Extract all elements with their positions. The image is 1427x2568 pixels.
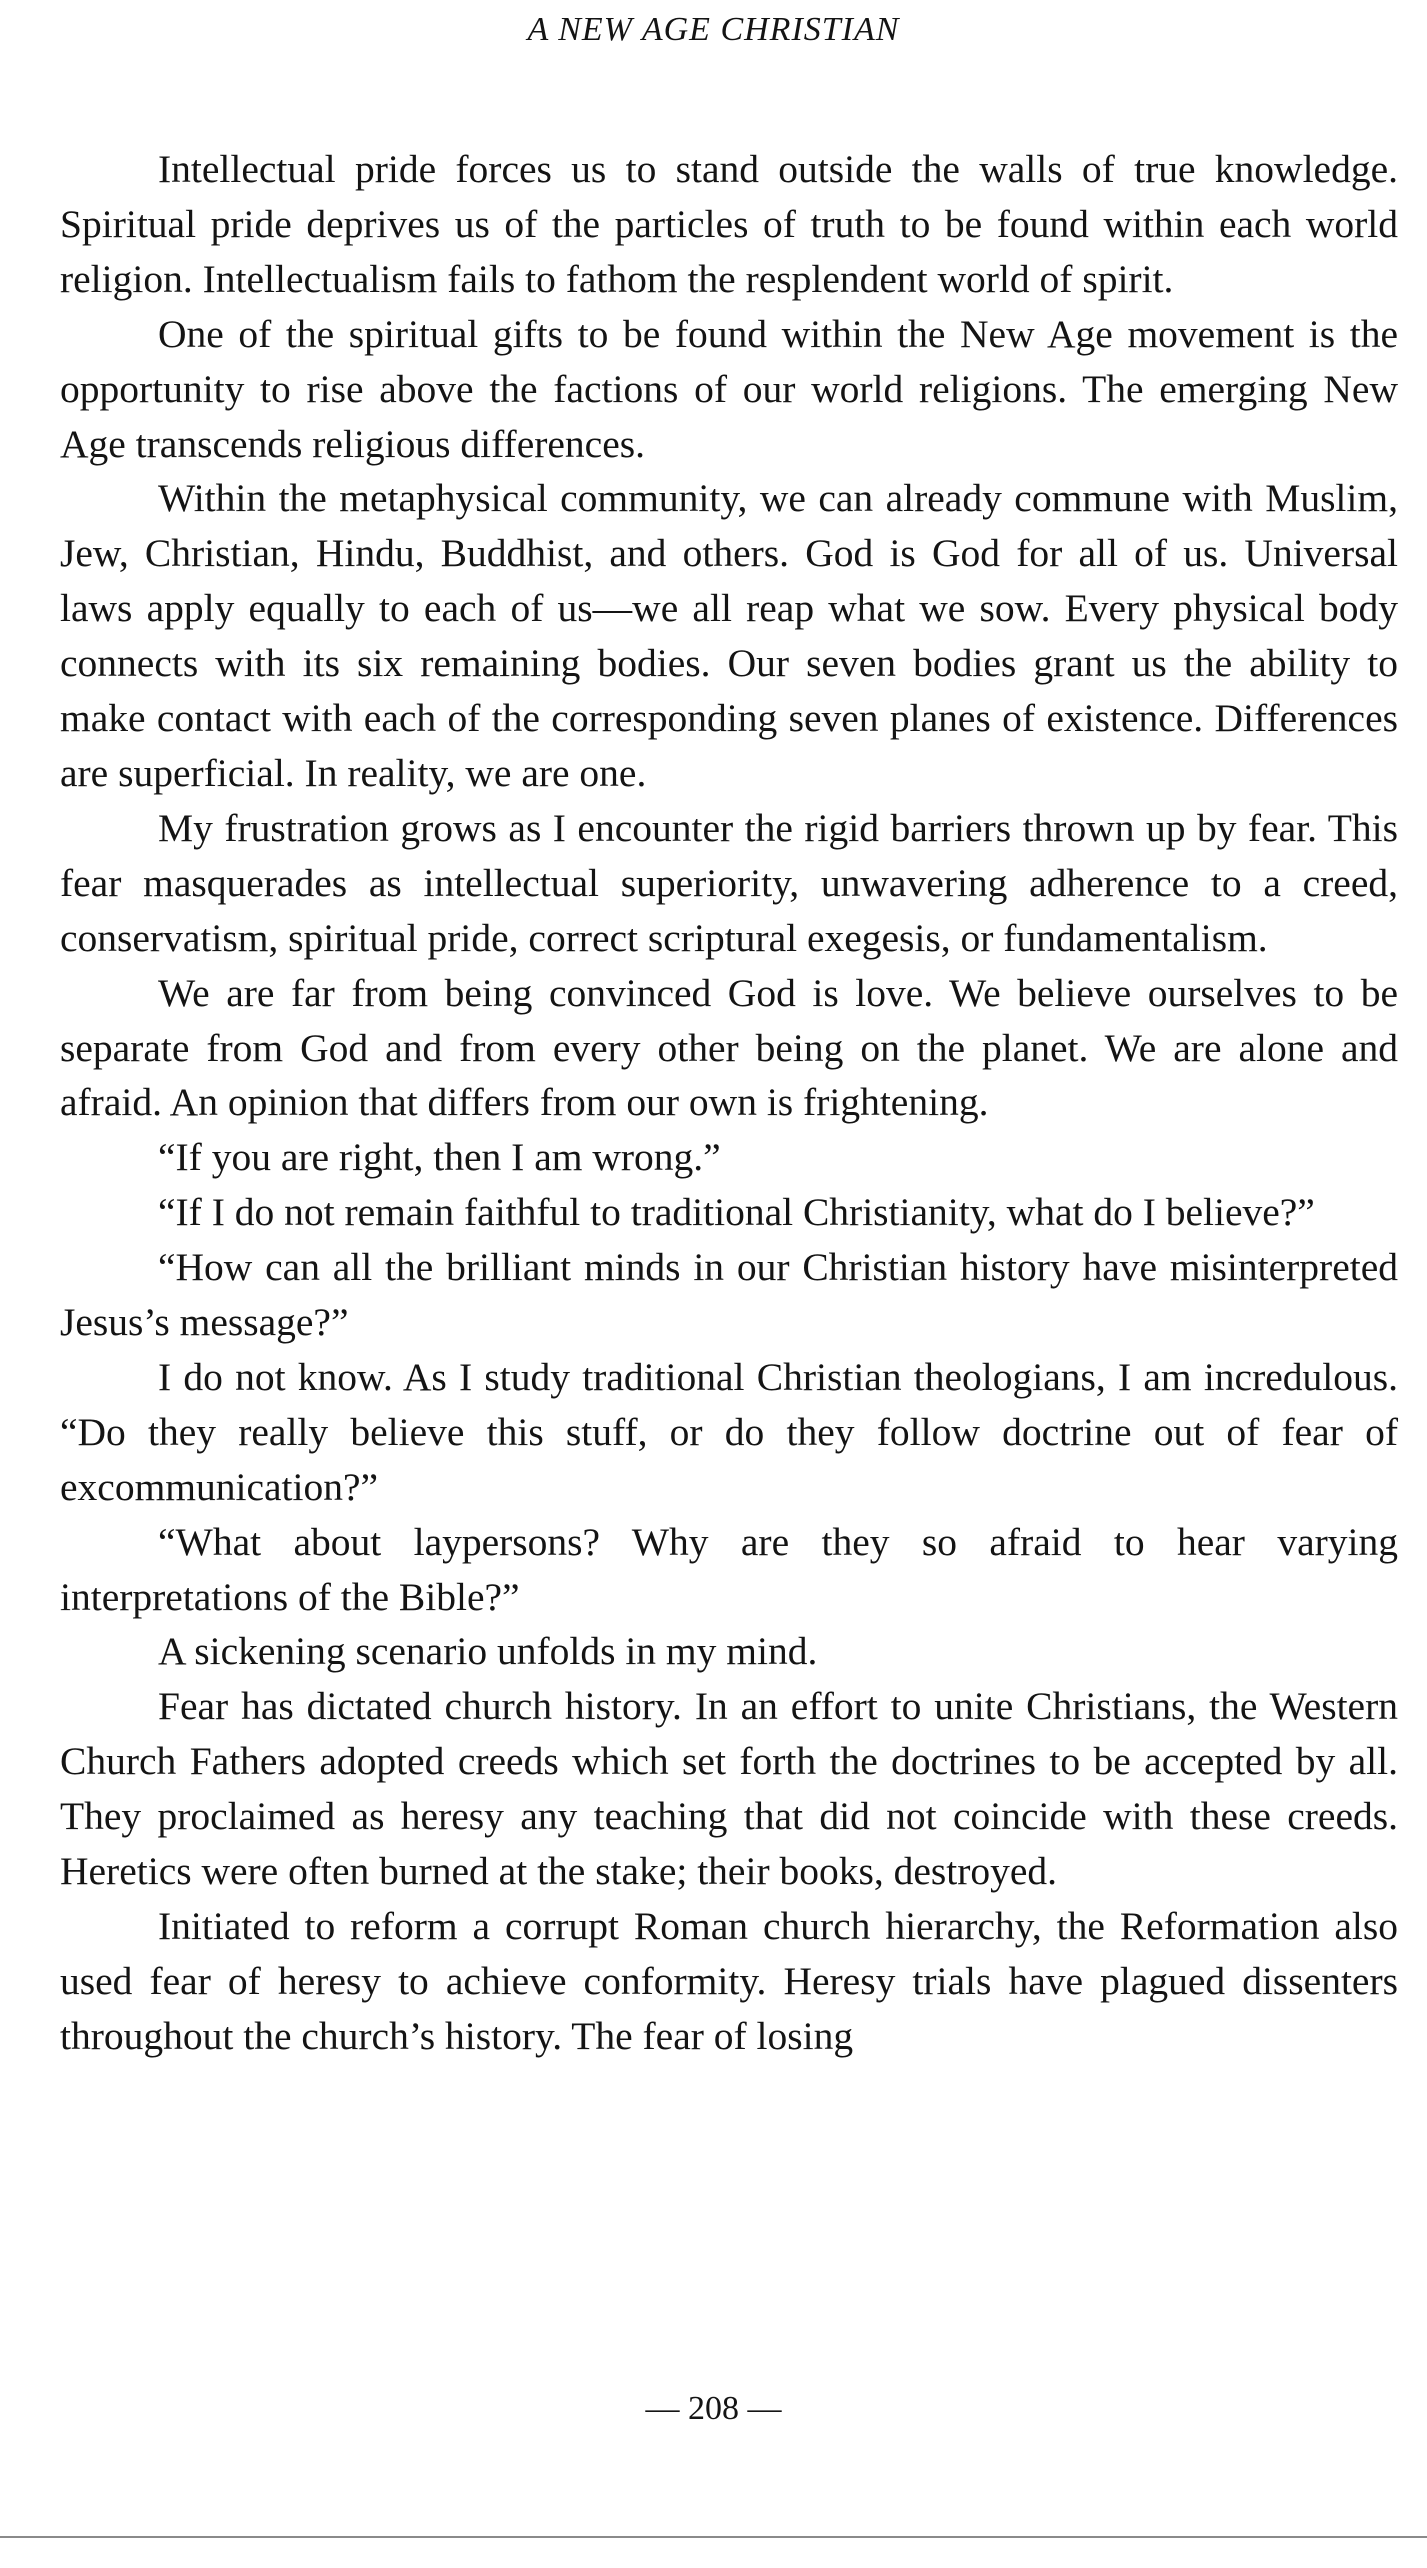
page-number: — 208 — bbox=[645, 2390, 782, 2427]
paragraph-last: Initiated to reform a corrupt Roman church hierarchy, the Reformation also used fear of heresy to achieve conformity. Heresy trials have plagued dissenters throughout the church’s history. The fear of losing bbox=[60, 1904, 1398, 2058]
paragraph: My frustration grows as I encounter the rigid barriers thrown up by fear. This fear masquerades as intellectual superiority, unwavering adherence to a creed, conservatism, spiritual pride, correct scriptural exegesis, or fundamentalism. bbox=[60, 805, 1398, 960]
paragraph: Fear has dictated church history. In an effort to unite Christians, the Western Church Fathers adopted creeds which set forth the doctrines to be accepted by all. They proclaimed as heresy any teaching that did not coincide with these creeds. Heretics were often burned at the stake; their books, destroyed. bbox=[60, 1684, 1398, 1894]
running-head: A NEW AGE CHRISTIAN bbox=[527, 11, 900, 48]
paragraph: We are far from being convinced God is love. We believe ourselves to be separate from God and from every other being on the planet. We are alone and afraid. An opinion that differs from our own is frightening. bbox=[60, 970, 1398, 1125]
paragraph: “If you are right, then I am wrong.” bbox=[158, 1135, 721, 1180]
bottom-rule bbox=[0, 2536, 1427, 2538]
paragraph: “If I do not remain faithful to traditional Christianity, what do I believe?” bbox=[158, 1190, 1315, 1235]
paragraph: Within the metaphysical community, we can already commune with Muslim, Jew, Christian, Hindu, Buddhist, and others. God is God for all of us. Universal laws apply equally to each of us—we all reap what we sow. Every physical body connects with its six remaining bodies. Our seven bodies grant us the ability to make contact with each of the corresponding seven planes of existence. Differences are superficial. In reality, we are one. bbox=[60, 476, 1398, 795]
paragraph: One of the spiritual gifts to be found within the New Age movement is the opportunity to rise above the factions of our world religions. The emerging New Age transcends religious differences. bbox=[60, 311, 1398, 466]
paragraph: A sickening scenario unfolds in my mind. bbox=[158, 1629, 818, 1674]
paragraph: “How can all the brilliant minds in our Christian history have misinterpreted Jesus’s message?” bbox=[60, 1245, 1398, 1345]
paragraph: “What about laypersons? Why are they so afraid to hear varying interpretations of the Bible?” bbox=[60, 1519, 1398, 1619]
paragraph: I do not know. As I study traditional Christian theologians, I am incredulous. “Do they really believe this stuff, or do they follow doctrine out of fear of excommunication?” bbox=[60, 1354, 1398, 1509]
body-text bbox=[60, 142, 1398, 2064]
paragraph: Intellectual pride forces us to stand outside the walls of true knowledge. Spiritual pride deprives us of the particles of truth to be found within each world religion. Intellectualism fails to fathom the resplendent world of spirit. bbox=[60, 147, 1398, 301]
